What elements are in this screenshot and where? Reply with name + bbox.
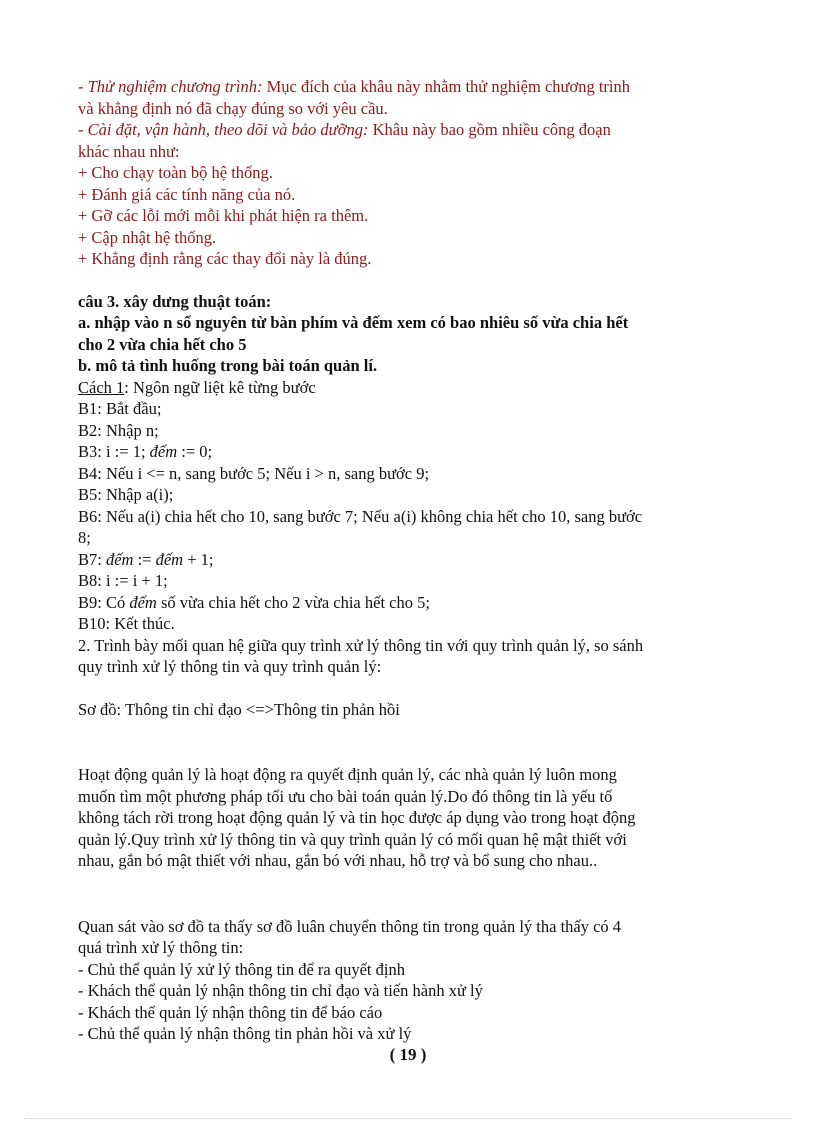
step-b9-post: số vừa chia hết cho 2 vừa chia hết cho 5; [156, 592, 430, 612]
footer-divider [24, 1118, 792, 1119]
method-desc: : Ngôn ngữ liệt kê từng bước [124, 377, 316, 397]
method-heading [78, 377, 742, 399]
install-label: - Cài đặt, vận hành, theo dõi và bảo dưỡng: [78, 120, 369, 139]
install-item: + Khẳng định rằng các thay đổi này là đúng. [78, 249, 372, 268]
paragraph-line: Hoạt động quản lý là hoạt động ra quyết định quản lý, các nhà quản lý luôn mong [78, 765, 617, 784]
question-2-line-2: quy trình xử lý thông tin và quy trình quản lý: [78, 657, 382, 676]
step-b7-pre: B7: [78, 549, 106, 569]
document-page [78, 76, 742, 1045]
question-3b: b. mô tả tình huống trong bài toán quản lí. [78, 356, 378, 375]
page-number: ( 19 ) [389, 1045, 427, 1064]
paragraph-line: quản lý.Quy trình xử lý thông tin và quy trình quản lý có mối quan hệ mật thiết với [78, 829, 627, 849]
step-b9 [78, 592, 742, 614]
step-b6-line-1: B6: Nếu a(i) chia hết cho 10, sang bước 7; Nếu a(i) không chia hết cho 10, sang bước [78, 506, 643, 526]
step-b1: B1: Bắt đầu; [78, 399, 162, 418]
step-b9-pre: B9: Có [78, 592, 130, 612]
question-3a-line-1: a. nhập vào n số nguyên từ bàn phím và đếm xem có bao nhiêu số vừa chia hết [78, 313, 629, 332]
paragraph-line: quá trình xử lý thông tin: [78, 938, 244, 957]
testing-line-1 [78, 76, 742, 98]
process-item: - Chủ thể quản lý nhận thông tin phản hồi và xử lý [78, 1024, 412, 1043]
step-b7-var: đếm [105, 549, 134, 569]
step-b2: B2: Nhập n; [78, 420, 159, 440]
step-b9-var: đếm [129, 592, 157, 612]
install-text: Khâu này bao gồm nhiều công đoạn [368, 120, 611, 139]
step-b3 [78, 441, 742, 463]
question-2-line-1: 2. Trình bày mối quan hệ giữa quy trình xử lý thông tin với quy trình quản lý, so sánh [78, 635, 644, 655]
paragraph-line: muốn tìm một phương pháp tối ưu cho bài toán quản lý.Do đó thông tin là yếu tố [78, 786, 613, 806]
step-b7-post: + 1; [183, 549, 214, 569]
question-3-title: câu 3. xây dưng thuật toán: [78, 291, 272, 311]
step-b10: B10: Kết thúc. [78, 614, 175, 633]
step-b3-var: đếm [149, 442, 178, 461]
step-b7-assign: := [133, 549, 156, 569]
process-item: - Khách thể quản lý nhận thông tin để báo cáo [78, 1002, 383, 1022]
process-item: - Khách thể quản lý nhận thông tin chỉ đạo và tiến hành xử lý [78, 981, 483, 1000]
install-item: + Cho chạy toàn bộ hệ thống. [78, 163, 273, 182]
install-line-1 [78, 119, 742, 141]
testing-label: - Thử nghiệm chương trình: [78, 77, 263, 96]
install-line-2: khác nhau như: [78, 141, 180, 161]
step-b7-var: đếm [155, 549, 184, 569]
testing-text: Mục đích của khâu này nhằm thử nghiệm chương trình [262, 77, 630, 96]
question-3a-line-2: cho 2 vừa chia hết cho 5 [78, 334, 247, 354]
method-label: Cách 1 [78, 377, 125, 397]
step-b4: B4: Nếu i <= n, sang bước 5; Nếu i > n, sang bước 9; [78, 463, 430, 483]
step-b3-pre: B3: i := 1; [78, 442, 150, 461]
step-b8: B8: i := i + 1; [78, 571, 168, 590]
step-b6-line-2: 8; [78, 528, 91, 547]
step-b5: B5: Nhập a(i); [78, 485, 174, 504]
paragraph-line: không tách rời trong hoạt động quản lý và tin học được áp dụng vào trong hoạt động [78, 808, 636, 827]
install-item: + Gỡ các lỗi mới mỗi khi phát hiện ra thêm. [78, 206, 369, 225]
testing-line-2: và khẳng định nó đã chạy đúng so với yêu cầu. [78, 98, 388, 118]
paragraph-line: Quan sát vào sơ đồ ta thấy sơ đồ luân chuyển thông tin trong quản lý tha thấy có 4 [78, 916, 622, 936]
process-item: - Chủ thể quản lý xử lý thông tin để ra quyết định [78, 959, 405, 979]
step-b3-post: := 0; [177, 442, 213, 461]
install-item: + Cập nhật hệ thống. [78, 227, 217, 247]
paragraph-line: nhau, gắn bó mật thiết với nhau, gắn bó với nhau, hỗ trợ và bổ sung cho nhau.. [78, 851, 598, 870]
step-b7 [78, 549, 742, 571]
install-item: + Đánh giá các tính năng của nó. [78, 184, 296, 204]
diagram-caption: Sơ đồ: Thông tin chỉ đạo <=>Thông tin phản hồi [78, 699, 400, 719]
